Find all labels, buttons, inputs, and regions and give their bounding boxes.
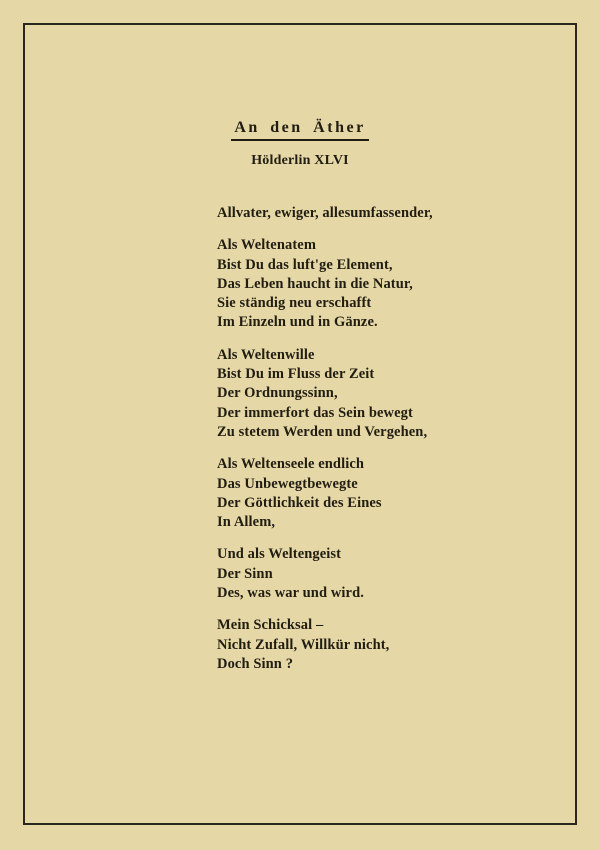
poem-line: Als Weltenwille (217, 346, 315, 363)
poem-line: Und als Weltengeist (217, 546, 342, 563)
poem-subtitle: Hölderlin XLVI (251, 153, 349, 168)
poem-line: Bist Du im Fluss der Zeit (217, 366, 375, 383)
poem-line: Der Göttlichkeit des Eines (217, 494, 382, 511)
poem-line: Der Ordnungssinn, (217, 385, 338, 402)
poem-stanza (217, 204, 433, 223)
poem-stanza (217, 455, 433, 532)
poem-line: In Allem, (217, 514, 276, 531)
poem-stanza (217, 236, 433, 332)
poem-body (217, 204, 433, 674)
poem-line: Des, was war und wird. (217, 585, 364, 602)
poem-stanza (217, 545, 433, 603)
poem-stanza (217, 616, 433, 674)
poem-line: Das Leben haucht in die Natur, (217, 275, 413, 292)
poem-line: Der Sinn (217, 565, 273, 582)
poem-line: Doch Sinn ? (217, 655, 294, 672)
poem-title: An den Äther (231, 119, 368, 141)
poem-line: Mein Schicksal – (217, 617, 324, 634)
title-container (0, 119, 600, 141)
poem-line: Sie ständig neu erschafft (217, 295, 372, 312)
poem-stanza (217, 346, 433, 442)
poem-line: Nicht Zufall, Willkür nicht, (217, 636, 390, 653)
poem-line: Das Unbewegtbewegte (217, 475, 358, 492)
poem-line: Allvater, ewiger, allesumfassender, (217, 205, 433, 221)
poem-line: Zu stetem Werden und Vergehen, (217, 423, 428, 440)
poem-line: Im Einzeln und in Gänze. (217, 314, 378, 331)
poem-line: Der immerfort das Sein bewegt (217, 404, 413, 421)
poem-line: Als Weltenseele endlich (217, 456, 365, 473)
poem-line: Als Weltenatem (217, 237, 316, 254)
poem-line: Bist Du das luft'ge Element, (217, 256, 393, 273)
